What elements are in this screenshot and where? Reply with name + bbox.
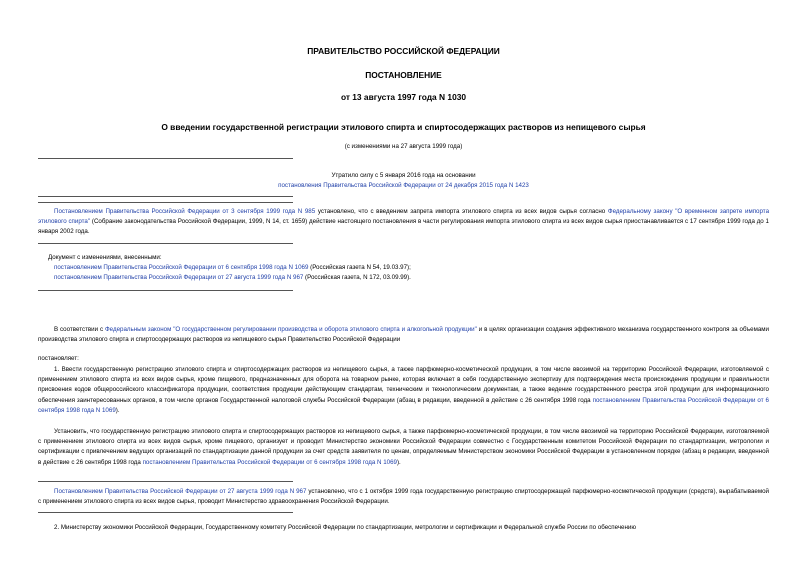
preamble-text: В соответствии с [54, 326, 105, 333]
note-text: установлено, что с 1 октября 1999 года государственную регистрацию спиртосодержащей парфюмерно-косметической продукции (средств), вырабатываемой с применением этилового спирта из всех видов сырья, проводит Министерство здравоохранения Российской Федерации. [38, 488, 770, 506]
divider [38, 290, 293, 291]
clause-text: 1. Ввести государственную регистрацию этилового спирта и спиртосодержащих растворов из непищевого сырья, а также парфюмерно-косметической продукции, в том числе ввозимой на территорию Российской Федерации, изготовляемой с применением этилового спирта из всех видов сырья, кроме пищевого, предназначенных для оборота на товарном рынке, которая включает в себя государственную экспертизу для подтверждения места происхождения продукции и правильности присвоения кодов общероссийского классификатора продукции, соответствия продукции действующим стандартам, техническим и технологическим документам, а также ведение государственного реестра этой продукции для информационного обеспечения заинтересованных органов, в том числе органов Государственной налоговой службы Российской Федерации (абзац в редакции, введенной в действие с 26 сентября 1998 года [38, 366, 769, 404]
resolution-1069-link[interactable]: постановлением Правительства Российской Федерации от 6 сентября 1998 года N 1069 [38, 396, 769, 414]
health-ministry-note [38, 487, 769, 507]
resolution-967-link[interactable]: постановлением Правительства Российской Федерации от 27 августа 1999 года N 967 [54, 274, 304, 282]
resolution-1069-link[interactable]: постановлением Правительства Российской Федерации от 6 сентября 1998 года N 1069 [54, 264, 309, 272]
divider [38, 158, 293, 159]
clause-text: ). [115, 406, 120, 414]
decision-word: постановляет: [38, 355, 79, 362]
preamble-text: и в целях организации создания эффективного механизма государственного контроля за объемами производства этилового спирта и спиртосодержащих растворов из непищевого сырья Правительство Российской Федерации [38, 326, 769, 344]
clause-text: ). [396, 458, 401, 466]
clause-2: 2. Министерству экономики Российской Федерации, Государственному комитету Российской Федерации по стандартизации, метрологии и сертификации и Федеральной службе России по обеспечению [54, 524, 637, 531]
document-date: от 13 августа 1997 года N 1030 [340, 92, 467, 102]
clause-1-paragraph-2 [38, 427, 769, 468]
amendment-note: (с изменениями на 27 августа 1999 года) [344, 143, 463, 150]
divider [38, 243, 293, 244]
repeal-text: Утратило силу с 5 января 2016 года на основании [331, 172, 476, 179]
resolution-985-link[interactable]: Постановлением Правительства Российской Федерации от 3 сентября 1999 года N 985 [54, 208, 316, 215]
amendments-list [38, 253, 769, 284]
divider [38, 512, 293, 513]
suspension-note [38, 207, 769, 238]
issuing-authority: ПРАВИТЕЛЬСТВО РОССИЙСКОЙ ФЕДЕРАЦИИ [307, 46, 500, 56]
divider [38, 481, 293, 482]
note-text: (Собрание законодательства Российской Федерации, 1999, N 14, ст. 1659) действие настоящего постановления в части регулирования импорта этилового спирта из всех видов сырья приостанавливается с 17 сентября 1999 года до 1 января 2002 года. [38, 218, 769, 236]
amendment-source: (Российская газета N 54, 19.03.97); [308, 264, 411, 272]
clause-text: Установить, что государственную регистрацию этилового спирта и спиртосодержащих растворов из непищевого сырья, а также парфюмерно-косметической продукции, в том числе ввозимой на территорию Российской Федерации, изготовляемой с применением этилового спирта из всех видов сырья, кроме пищевого, организует и проводит Министерство экономики Российской Федерации совместно с Государственным комитетом Российской Федерации по стандартизации, метрологии и сертификации с привлечением ведущих организаций по стандартизации данной продукции за счет средств заявителя по ценам, определяемым Министерством экономики Российской Федерации в установленном порядке (абзац в редакции, введенной в действие с 26 сентября 1998 года [38, 428, 769, 466]
preamble [38, 325, 769, 345]
federal-law-regulation-link[interactable]: Федеральным законом "О государственном регулировании производства и оборота этилового спирта и алкогольной продукции" [104, 326, 477, 333]
document-title: О введении государственной регистрации этилового спирта и спиртосодержащих растворов из непищевого сырья [161, 122, 646, 132]
note-text: установлено, что с введением запрета импорта этилового спирта из всех видов сырья согласно [315, 208, 608, 215]
document-type: ПОСТАНОВЛЕНИЕ [365, 70, 442, 80]
amendment-source: (Российская газета, N 172, 03.09.99). [303, 274, 411, 282]
divider [38, 196, 293, 197]
divider [38, 202, 293, 203]
amendment-item [38, 273, 769, 283]
federal-law-link[interactable]: Федеральному закону "О временном запрете импорта этилового спирта" [38, 208, 770, 226]
amendment-item [38, 263, 769, 273]
resolution-1069-link[interactable]: постановлением Правительства Российской Федерации от 6 сентября 1998 года N 1069 [142, 458, 397, 466]
clause-1 [38, 365, 769, 416]
resolution-967-link[interactable]: Постановлением Правительства Российской Федерации от 27 августа 1999 года N 967 [54, 488, 307, 495]
repeal-link[interactable]: постановления Правительства Российской Федерации от 24 декабря 2015 года N 1423 [278, 182, 529, 189]
amendments-list-title: Документ с изменениями, внесенными: [48, 254, 162, 261]
repeal-notice [0, 171, 807, 191]
